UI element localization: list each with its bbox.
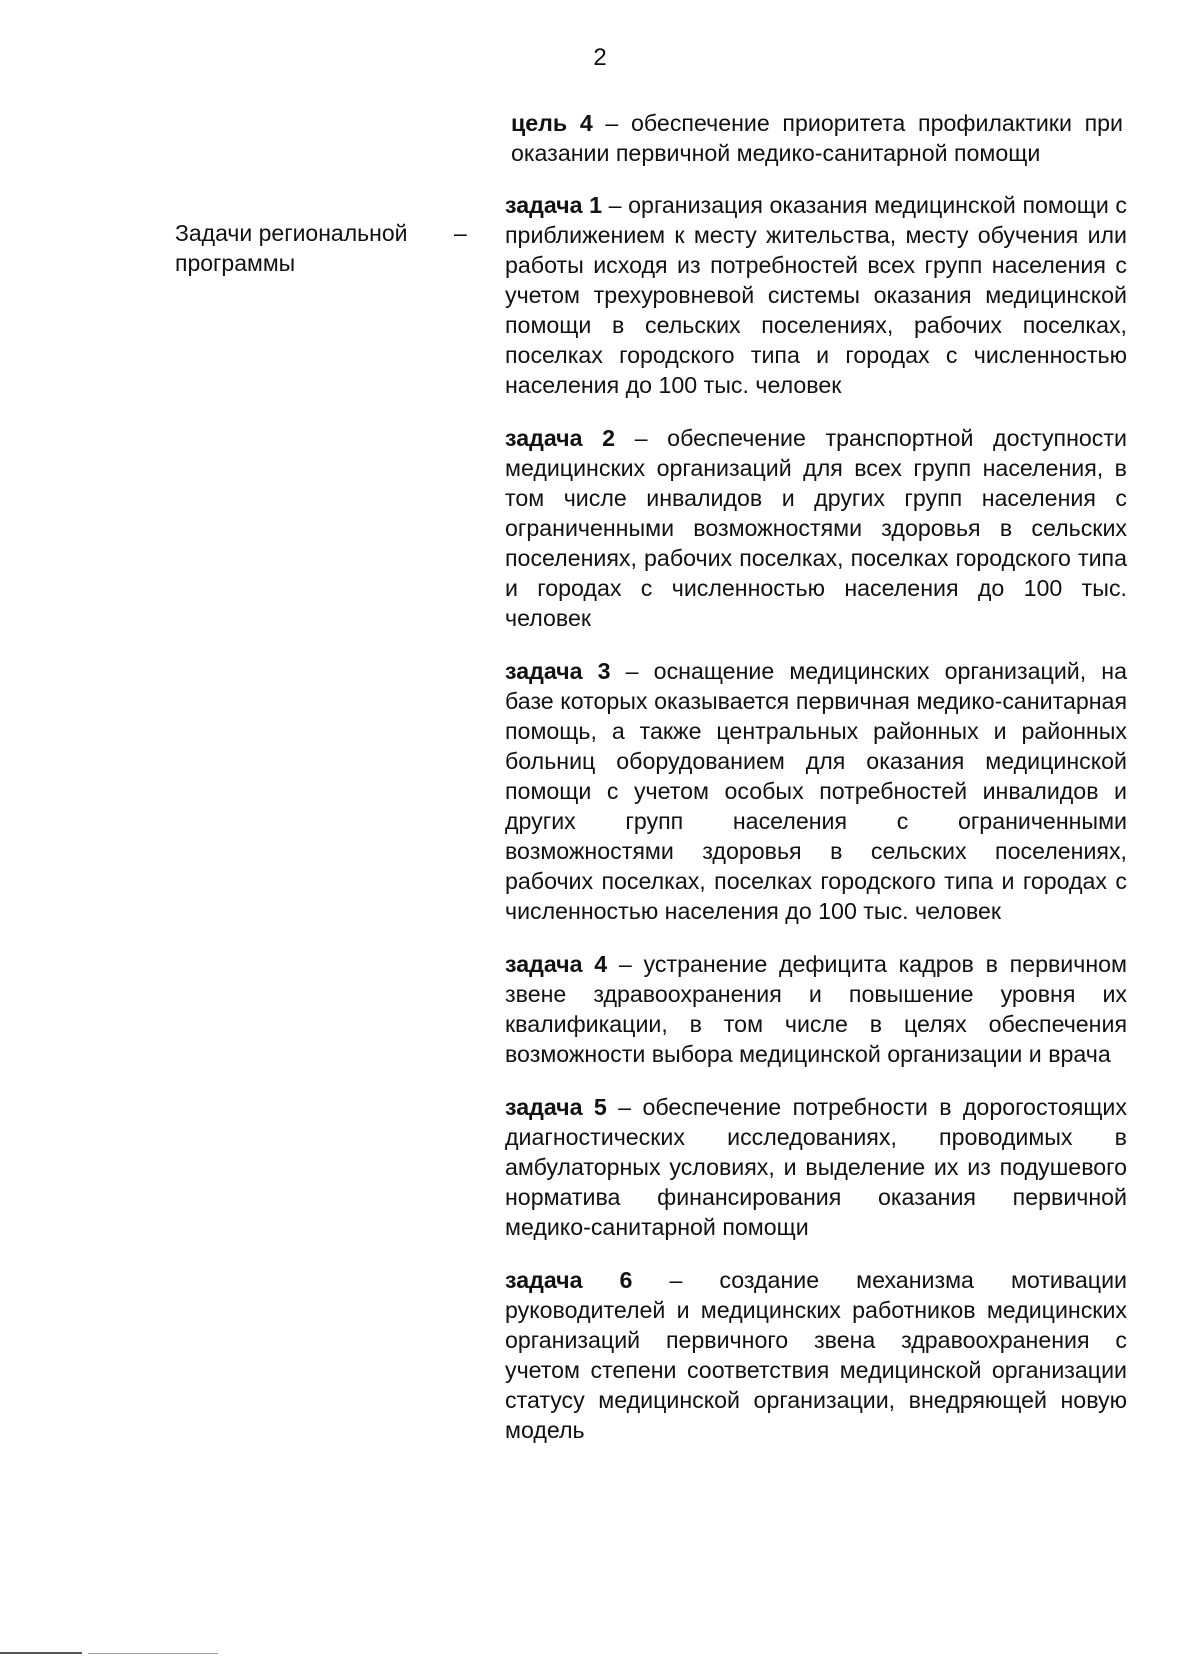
task-paragraph bbox=[505, 656, 1127, 926]
task-keyword: задача 3 bbox=[505, 658, 611, 684]
task-text: – создание механизма мотивации руководителей и медицинских работников медицинских организаций первичного звена здравоохранения с учетом степени соответствия медицинской организации статусу медицинской организации, внедряющей новую модель bbox=[505, 1267, 1127, 1443]
footer-rule-faint bbox=[88, 1653, 218, 1654]
task-paragraph bbox=[505, 1092, 1127, 1242]
section-label: Задачи региональной программы bbox=[175, 220, 408, 276]
goal-paragraph bbox=[511, 108, 1123, 168]
task-keyword: задача 6 bbox=[505, 1267, 633, 1293]
task-keyword: задача 2 bbox=[505, 425, 616, 451]
content-column bbox=[505, 108, 1127, 1445]
task-keyword: задача 4 bbox=[505, 951, 608, 977]
section-label-dash: – bbox=[454, 220, 467, 246]
task-paragraph bbox=[505, 1265, 1127, 1445]
task-text: – устранение дефицита кадров в первичном звене здравоохранения и повышение уровня их квалификации, в том числе в целях обеспечения возможности выбора медицинской организации и врача bbox=[505, 951, 1127, 1067]
task-paragraph bbox=[505, 190, 1127, 400]
task-text: – оснащение медицинских организаций, на базе которых оказывается первичная медико-санитарная помощь, а также центральных районных и районных больниц оборудованием для оказания медицинской помощи с учетом особых потребностей инвалидов и других групп населения с ограниченными возможностями здоровья в сельских поселениях, рабочих поселках, поселках городского типа и городах с численностью населения до 100 тыс. человек bbox=[505, 658, 1127, 924]
task-text: – обеспечение транспортной доступности медицинских организаций для всех групп населения, в том числе инвалидов и других групп населения с ограниченными возможностями здоровья в сельских поселениях, рабочих поселках, поселках городского типа и городах с численностью населения до 100 тыс. человек bbox=[505, 425, 1127, 631]
task-keyword: задача 1 bbox=[505, 192, 603, 218]
goal-text: – обеспечение приоритета профилактики при оказании первичной медико-санитарной помощи bbox=[511, 110, 1123, 166]
goal-keyword: цель 4 bbox=[511, 110, 593, 136]
task-text: – организация оказания медицинской помощи с приближением к месту жительства, месту обучения или работы исходя из потребностей всех групп населения с учетом трехуровневой системы оказания медицинской помощи в сельских поселениях, рабочих поселках, поселках городского типа и городах с численностью населения до 100 тыс. человек bbox=[505, 192, 1127, 398]
footer-rule bbox=[0, 1652, 82, 1654]
task-text: – обеспечение потребности в дорогостоящих диагностических исследованиях, проводимых в амбулаторных условиях, и выделение их из подушевого норматива финансирования оказания первичной медико-санитарной помощи bbox=[505, 1094, 1127, 1240]
task-keyword: задача 5 bbox=[505, 1094, 607, 1120]
task-paragraph bbox=[505, 423, 1127, 633]
task-paragraph bbox=[505, 949, 1127, 1069]
page-number: 2 bbox=[593, 44, 607, 71]
